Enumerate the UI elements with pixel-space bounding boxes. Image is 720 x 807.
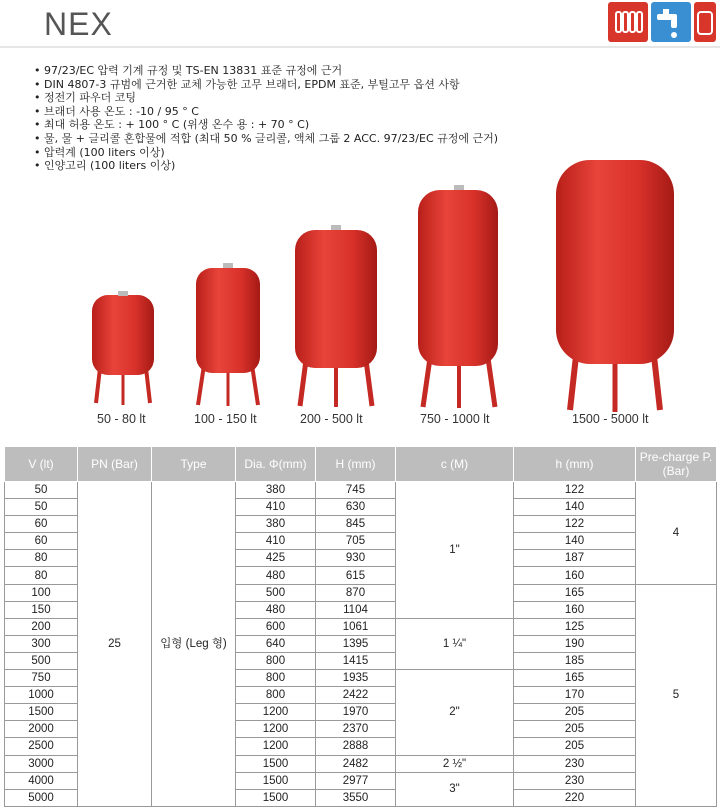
cell-volume: 4000 [5, 772, 78, 789]
cell-diameter: 800 [236, 670, 316, 687]
cell-h: 170 [514, 687, 636, 704]
tank-label: 750 - 1000 lt [420, 412, 490, 426]
cell-height: 2977 [316, 772, 396, 789]
cell-diameter: 1200 [236, 704, 316, 721]
cell-height: 3550 [316, 789, 396, 806]
cell-volume: 100 [5, 584, 78, 601]
header-precharge: Pre-charge P. (Bar) [636, 447, 717, 482]
cell-h: 190 [514, 635, 636, 652]
cell-diameter: 380 [236, 482, 316, 499]
cell-height: 705 [316, 533, 396, 550]
cell-h: 205 [514, 738, 636, 755]
cell-height: 615 [316, 567, 396, 584]
cell-volume: 1500 [5, 704, 78, 721]
cell-h: 185 [514, 652, 636, 669]
cell-h: 140 [514, 533, 636, 550]
tank-200-500 [295, 225, 377, 407]
header-diameter: Dia. Φ(mm) [236, 447, 316, 482]
tank-label: 50 - 80 lt [97, 412, 146, 426]
feature-item: • 압력계 (100 liters 이상) [34, 145, 165, 159]
tank-50-80 [92, 291, 154, 405]
title-divider [0, 46, 720, 48]
tank-750-1000 [418, 185, 498, 408]
cell-diameter: 1200 [236, 721, 316, 738]
cell-h: 125 [514, 618, 636, 635]
feature-item: • 정전기 파우더 코팅 [34, 91, 137, 105]
cell-diameter: 480 [236, 601, 316, 618]
cell-height: 630 [316, 499, 396, 516]
cell-diameter: 380 [236, 516, 316, 533]
cell-diameter: 480 [236, 567, 316, 584]
heater-icon [694, 2, 716, 42]
cell-diameter: 1500 [236, 772, 316, 789]
cell-volume: 200 [5, 618, 78, 635]
feature-item: • 물, 물 + 글리콜 혼합물에 적합 (최대 50 % 글리콜, 액체 그룹 2 ACC. 97/23/EC 규정에 근거) [34, 131, 499, 145]
cell-diameter: 800 [236, 687, 316, 704]
cell-height: 870 [316, 584, 396, 601]
cell-diameter: 640 [236, 635, 316, 652]
cell-diameter: 500 [236, 584, 316, 601]
cell-h: 187 [514, 550, 636, 567]
cell-height: 1395 [316, 635, 396, 652]
radiator-icon [608, 2, 648, 42]
cell-volume: 500 [5, 652, 78, 669]
cell-diameter: 800 [236, 652, 316, 669]
page-title: NEX [44, 6, 113, 42]
specification-table [4, 446, 717, 807]
cell-volume: 150 [5, 601, 78, 618]
cell-height: 1061 [316, 618, 396, 635]
cell-diameter: 410 [236, 533, 316, 550]
cell-pn: 25 [78, 482, 152, 807]
cell-h: 205 [514, 721, 636, 738]
cell-precharge: 4 [636, 482, 717, 585]
cell-height: 1104 [316, 601, 396, 618]
cell-diameter: 1500 [236, 789, 316, 806]
feature-list [34, 64, 498, 173]
cell-volume: 50 [5, 499, 78, 516]
cell-h: 230 [514, 772, 636, 789]
cell-h: 122 [514, 482, 636, 499]
cell-connection: 2 ½" [396, 755, 514, 772]
cell-diameter: 410 [236, 499, 316, 516]
header-type: Type [152, 447, 236, 482]
tank-1500-5000 [556, 160, 674, 412]
cell-type: 입형 (Leg 형) [152, 482, 236, 807]
cell-height: 1415 [316, 652, 396, 669]
cell-connection: 3" [396, 772, 514, 806]
header-pn: PN (Bar) [78, 447, 152, 482]
tank-label: 100 - 150 lt [194, 412, 257, 426]
cell-volume: 2500 [5, 738, 78, 755]
cell-volume: 60 [5, 516, 78, 533]
cell-volume: 80 [5, 567, 78, 584]
cell-height: 1935 [316, 670, 396, 687]
cell-volume: 2000 [5, 721, 78, 738]
cell-volume: 5000 [5, 789, 78, 806]
cell-height: 2422 [316, 687, 396, 704]
feature-item: • 97/23/EC 압력 기계 규정 및 TS-EN 13831 표준 규정에 근거 [34, 64, 343, 77]
cell-height: 2370 [316, 721, 396, 738]
cell-connection: 1 ¼" [396, 618, 514, 669]
cell-h: 220 [514, 789, 636, 806]
cell-height: 845 [316, 516, 396, 533]
cell-height: 930 [316, 550, 396, 567]
feature-item: • 최대 허용 온도 : + 100 ° C (위생 온수 용 : + 70 ° C) [34, 118, 310, 132]
cell-diameter: 425 [236, 550, 316, 567]
cell-connection: 2" [396, 670, 514, 755]
header-volume: V (lt) [5, 447, 78, 482]
cell-precharge: 5 [636, 584, 717, 806]
feature-item: • 인양고리 (100 liters 이상) [34, 159, 176, 173]
table-row [5, 482, 717, 499]
cell-height: 745 [316, 482, 396, 499]
feature-item: • 브래더 사용 온도 : -10 / 95 ° C [34, 104, 199, 118]
cell-height: 1970 [316, 704, 396, 721]
cell-volume: 80 [5, 550, 78, 567]
cell-volume: 50 [5, 482, 78, 499]
cell-h: 160 [514, 601, 636, 618]
cell-h: 140 [514, 499, 636, 516]
cell-height: 2888 [316, 738, 396, 755]
header-h: h (mm) [514, 447, 636, 482]
cell-diameter: 1500 [236, 755, 316, 772]
cell-volume: 1000 [5, 687, 78, 704]
feature-item: • DIN 4807-3 규범에 근거한 교체 가능한 고무 브래더, EPDM 표준, 부틸고무 옵션 사항 [34, 77, 460, 91]
cell-h: 230 [514, 755, 636, 772]
application-icons [608, 2, 716, 42]
tank-illustrations [0, 160, 720, 435]
cell-diameter: 600 [236, 618, 316, 635]
cell-connection: 1" [396, 482, 514, 619]
tank-label: 1500 - 5000 lt [572, 412, 649, 426]
cell-h: 205 [514, 704, 636, 721]
cell-volume: 300 [5, 635, 78, 652]
cell-h: 122 [514, 516, 636, 533]
tank-drawings [0, 160, 720, 420]
cell-diameter: 1200 [236, 738, 316, 755]
cell-h: 160 [514, 567, 636, 584]
cell-height: 2482 [316, 755, 396, 772]
table-header-row [5, 447, 717, 482]
cell-h: 165 [514, 584, 636, 601]
header-connection: c (M) [396, 447, 514, 482]
cell-volume: 750 [5, 670, 78, 687]
tank-label: 200 - 500 lt [300, 412, 363, 426]
header-height: H (mm) [316, 447, 396, 482]
tank-100-150 [196, 263, 260, 406]
cell-volume: 3000 [5, 755, 78, 772]
cell-h: 165 [514, 670, 636, 687]
water-tap-icon [651, 2, 691, 42]
cell-volume: 60 [5, 533, 78, 550]
